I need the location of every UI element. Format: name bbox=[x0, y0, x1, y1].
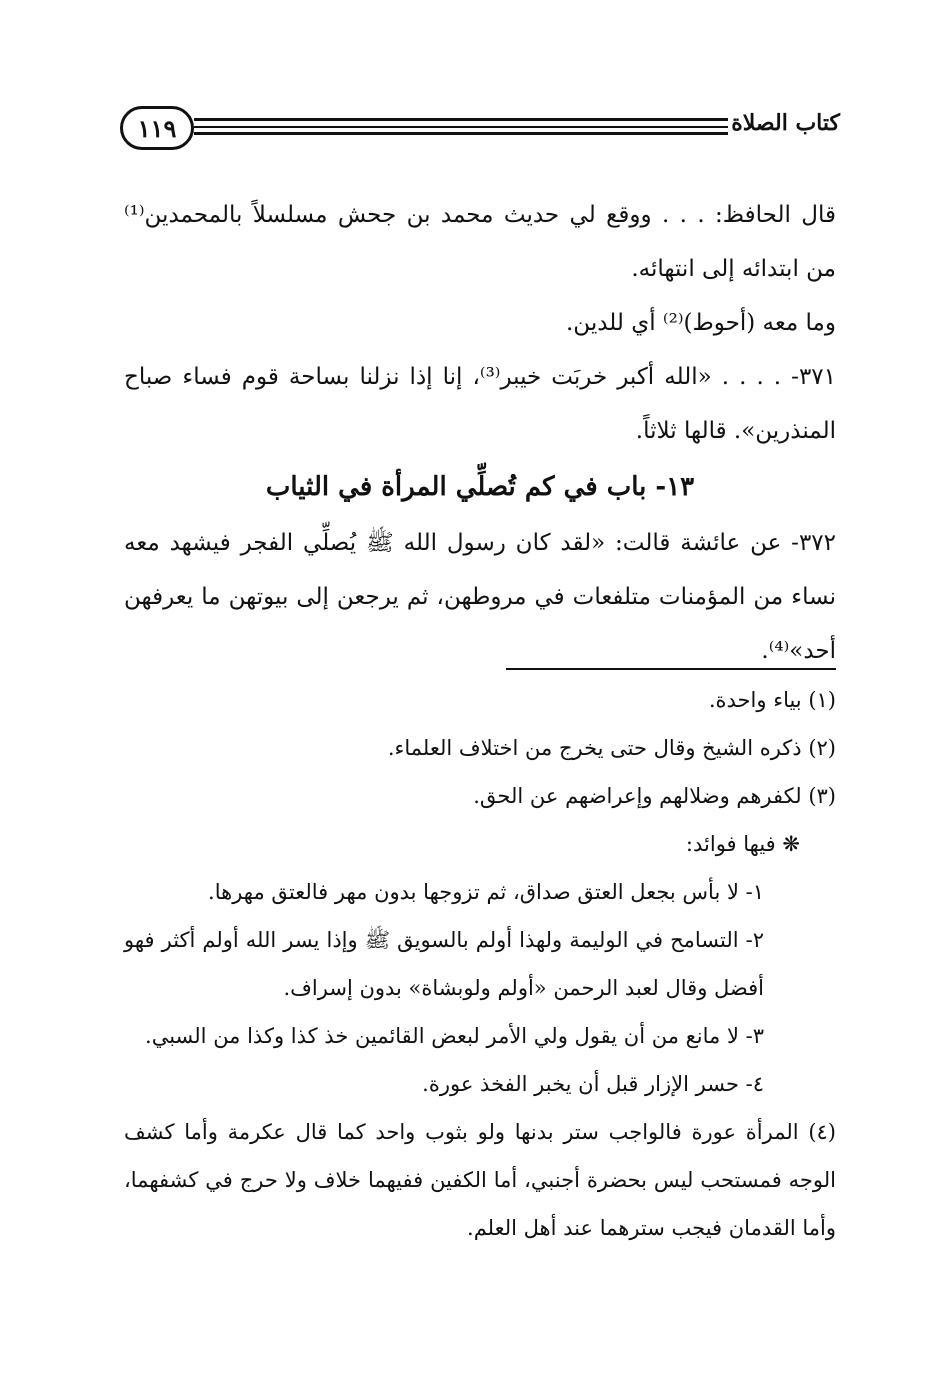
page-header bbox=[120, 100, 840, 160]
header-rule bbox=[194, 118, 728, 140]
footnote-separator bbox=[506, 668, 836, 670]
footnotes bbox=[124, 676, 836, 1252]
paragraph-ahwat: وما معه (أحوط)⁽²⁾ أي للدين. bbox=[566, 310, 836, 336]
main-text bbox=[124, 188, 836, 678]
chapter-heading: ١٣- باب في كم تُصلِّي المرأة في الثياب bbox=[265, 472, 695, 502]
page-number: ١١٩ bbox=[120, 106, 194, 150]
hadith-372: ٣٧٢- عن عائشة قالت: «لقد كان رسول الله ﷺ يُصلِّي الفجر فيشهد معه نساء من المؤمنات متلفعات في مروطهن، ثم يرجعن إلى بيوتهن ما يعرفهن أحد»⁽⁴⁾. bbox=[124, 530, 836, 664]
footnote-1: (١) بياء واحدة. bbox=[708, 688, 836, 712]
footnote-2: (٢) ذكره الشيخ وقال حتى يخرج من اختلاف العلماء. bbox=[387, 736, 836, 760]
hadith-371: ٣٧١- . . . . «الله أكبر خربَت خيبر⁽³⁾، إنا إذا نزلنا بساحة قوم فساء صباح المنذرين». قالها ثلاثاً. bbox=[124, 364, 836, 444]
benefit-2: ٢- التسامح في الوليمة ولهذا أولم بالسويق ﷺ وإذا يسر الله أولم أكثر فهو أفضل وقال لعبد الرحمن «أولم ولوبشاة» بدون إسراف. bbox=[124, 928, 764, 1000]
footnote-4: (٤) المرأة عورة فالواجب ستر بدنها ولو بثوب واحد كما قال عكرمة وأما كشف الوجه فمستحب ليس بحضرة أجنبي، أما الكفين ففيهما خلاف ولا حرج في كشفهما، وأما القدمان فيجب سترهما عند أهل العلم. bbox=[124, 1120, 836, 1240]
benefit-3: ٣- لا مانع من أن يقول ولي الأمر لبعض القائمين خذ كذا وكذا من السبي. bbox=[145, 1024, 764, 1048]
benefit-1: ١- لا بأس بجعل العتق صداق، ثم تزوجها بدون مهر فالعتق مهرها. bbox=[208, 880, 764, 904]
benefit-4: ٤- حسر الإزار قبل أن يخبر الفخذ عورة. bbox=[422, 1072, 764, 1096]
running-title: كتاب الصلاة bbox=[731, 110, 840, 136]
paragraph-hafiz: قال الحافظ: . . . ووقع لي حديث محمد بن جحش مسلسلاً بالمحمدين⁽¹⁾ من ابتدائه إلى انتهائه. bbox=[124, 202, 836, 282]
benefits-heading: ❋ فيها فوائد: bbox=[685, 832, 800, 856]
footnote-3: (٣) لكفرهم وضلالهم وإعراضهم عن الحق. bbox=[473, 784, 836, 808]
